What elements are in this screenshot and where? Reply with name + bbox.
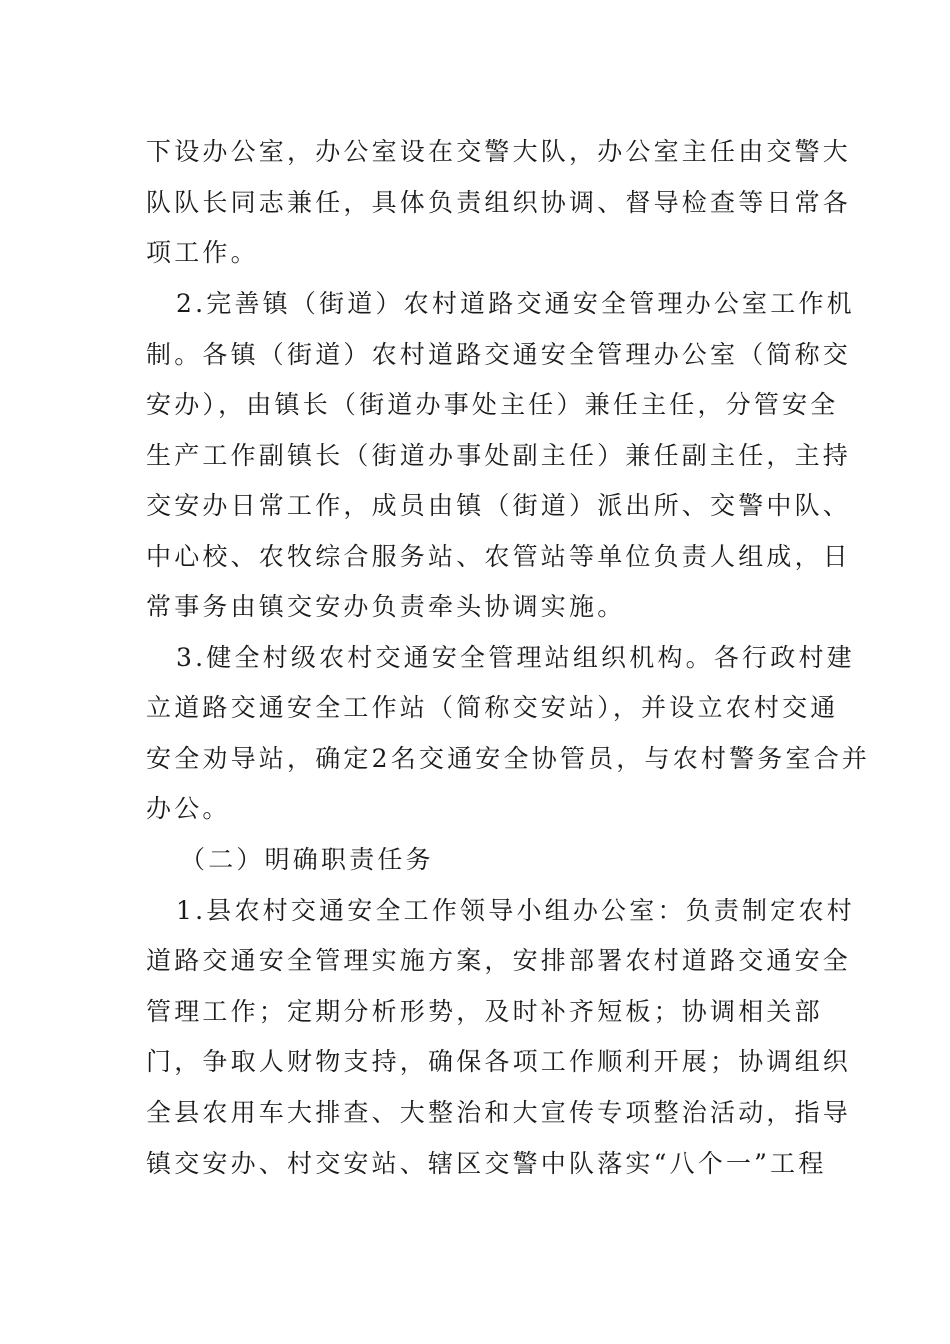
paragraph-line: 立道路交通安全工作站（简称交安站），并设立农村交通: [146, 693, 839, 722]
section-heading: （二）明确职责任务: [180, 845, 434, 874]
paragraph-line: 项工作。: [146, 238, 259, 267]
paragraph-line: 队队长同志兼任，具体负责组织协调、督导检查等日常各: [146, 188, 852, 217]
paragraph-line: 交安办日常工作，成员由镇（街道）派出所、交警中队、: [146, 491, 852, 520]
paragraph-line: 管理工作；定期分析形势，及时补齐短板；协调相关部: [146, 997, 823, 1026]
paragraph-line: 镇交安办、村交安站、辖区交警中队落实“八个一”工程: [146, 1149, 827, 1178]
paragraph-line: 下设办公室，办公室设在交警大队，办公室主任由交警大: [146, 137, 852, 166]
paragraph-line: 制。各镇（街道）农村道路交通安全管理办公室（简称交: [146, 340, 852, 369]
paragraph-line: 办公。: [146, 794, 231, 823]
paragraph-line: 安办），由镇长（街道办事处主任）兼任主任，分管安全: [146, 390, 839, 419]
paragraph-line: 道路交通安全管理实施方案，安排部署农村道路交通安全: [146, 946, 852, 975]
paragraph-line: 1.县农村交通安全工作领导小组办公室：负责制定农村: [176, 896, 855, 925]
paragraph-line: 全县农用车大排查、大整治和大宣传专项整治活动，指导: [146, 1098, 852, 1127]
paragraph-line: 安全劝导站，确定2名交通安全协管员，与农村警务室合并: [146, 744, 871, 773]
paragraph-line: 中心校、农牧综合服务站、农管站等单位负责人组成，日: [146, 542, 852, 571]
paragraph-line: 生产工作副镇长（街道办事处副主任）兼任副主任，主持: [146, 441, 852, 470]
paragraph-line: 门，争取人财物支持，确保各项工作顺利开展；协调组织: [146, 1047, 852, 1076]
paragraph-line: 2.完善镇（街道）农村道路交通安全管理办公室工作机: [176, 289, 855, 318]
paragraph-line: 常事务由镇交安办负责牵头协调实施。: [146, 592, 626, 621]
paragraph-line: 3.健全村级农村交通安全管理站组织机构。各行政村建: [176, 643, 855, 672]
